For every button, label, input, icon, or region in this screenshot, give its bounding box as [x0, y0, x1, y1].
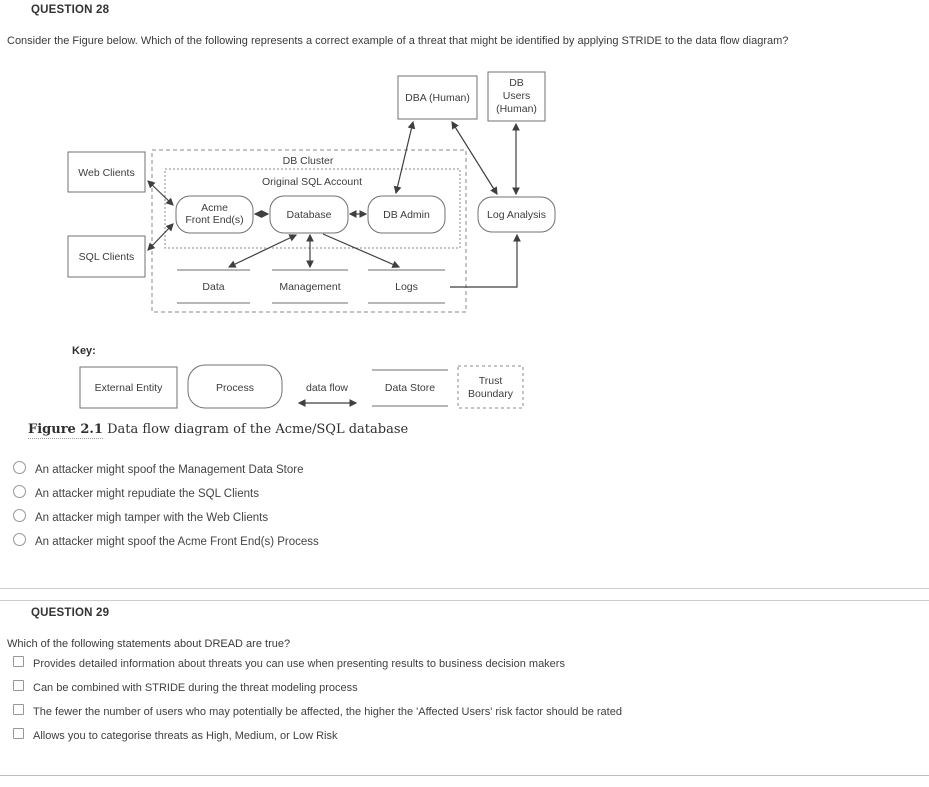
- q28-option-row[interactable]: [13, 485, 259, 500]
- q29-option-row[interactable]: [13, 728, 337, 742]
- node-db-users-label-1: DB: [509, 77, 524, 89]
- node-db-users-label-2: Users: [502, 90, 531, 102]
- flow-webclients-acme: [148, 181, 173, 205]
- radio-button[interactable]: [13, 485, 26, 498]
- question-29-header: QUESTION 29: [31, 607, 110, 619]
- section-divider: [0, 588, 929, 589]
- checkbox[interactable]: [13, 728, 24, 739]
- flow-database-logs: [323, 234, 399, 267]
- key-data-flow-label: data flow: [305, 382, 349, 394]
- store-logs-label: Logs: [395, 281, 418, 293]
- key-data-store-label: Data Store: [384, 382, 436, 394]
- question-28-prompt: Consider the Figure below. Which of the following represents a correct example of a threat that might be identified by applying STRIDE to the data flow diagram?: [7, 35, 789, 47]
- key-process-label: Process: [216, 382, 254, 394]
- checkbox[interactable]: [13, 680, 24, 691]
- node-web-clients-label: Web Clients: [78, 167, 135, 179]
- figure-caption: [28, 422, 408, 437]
- key-trust-boundary-shape: [458, 366, 523, 408]
- section-divider: [0, 775, 929, 776]
- node-log-analysis-label: Log Analysis: [487, 209, 546, 221]
- radio-button[interactable]: [13, 509, 26, 522]
- key-title: Key:: [72, 345, 96, 357]
- key-trust-boundary-label-1: Trust: [478, 375, 503, 387]
- q29-option-label[interactable]: The fewer the number of users who may potentially be affected, the higher the 'Affected Users' risk factor should be rated: [33, 706, 622, 718]
- radio-button[interactable]: [13, 461, 26, 474]
- flow-database-data: [229, 235, 296, 267]
- node-db-users-label-3: (Human): [496, 103, 537, 115]
- q29-option-label[interactable]: Provides detailed information about threats you can use when presenting results to business decision makers: [33, 658, 565, 670]
- node-sql-clients-label: SQL Clients: [78, 251, 135, 263]
- q28-option-label[interactable]: An attacker migh tamper with the Web Clients: [35, 512, 269, 524]
- figure-caption-label: Figure 2.1: [28, 422, 103, 437]
- q28-option-label[interactable]: An attacker might spoof the Acme Front End(s) Process: [35, 536, 319, 548]
- q28-option-label[interactable]: An attacker might repudiate the SQL Clients: [35, 488, 259, 500]
- q28-option-label[interactable]: An attacker might spoof the Management Data Store: [35, 464, 304, 476]
- radio-button[interactable]: [13, 533, 26, 546]
- store-data-label: Data: [202, 281, 225, 293]
- node-db-admin-label: DB Admin: [383, 209, 430, 221]
- q28-option-row[interactable]: [13, 533, 319, 548]
- q29-option-label[interactable]: Can be combined with STRIDE during the threat modeling process: [33, 682, 358, 694]
- data-flow-diagram: [0, 60, 600, 420]
- checkbox[interactable]: [13, 656, 24, 667]
- flow-dba-dbadmin: [396, 122, 413, 193]
- q28-option-row[interactable]: [13, 509, 268, 524]
- checkbox[interactable]: [13, 704, 24, 715]
- q29-option-row[interactable]: [13, 680, 358, 694]
- store-management-label: Management: [279, 281, 341, 293]
- flow-dba-loganalysis: [452, 122, 497, 194]
- q29-option-row[interactable]: [13, 656, 565, 670]
- q29-option-row[interactable]: [13, 704, 622, 718]
- question-29-prompt: Which of the following statements about DREAD are true?: [7, 638, 291, 650]
- trust-boundary-db-cluster-label: DB Cluster: [282, 155, 334, 167]
- node-acme-label-2: Front End(s): [185, 214, 244, 226]
- question-28-header: QUESTION 28: [31, 4, 110, 16]
- q28-option-row[interactable]: [13, 461, 303, 476]
- figure-caption-text: Data flow diagram of the Acme/SQL database: [102, 422, 409, 437]
- key-external-entity-label: External Entity: [94, 382, 163, 394]
- trust-boundary-original-sql-label: Original SQL Account: [262, 176, 362, 188]
- section-divider: [0, 600, 929, 601]
- q29-option-label[interactable]: Allows you to categorise threats as High, Medium, or Low Risk: [33, 730, 338, 742]
- node-acme-label-1: Acme: [201, 202, 228, 214]
- node-dba-label: DBA (Human): [405, 92, 470, 104]
- key-trust-boundary-label-2: Boundary: [468, 388, 513, 400]
- node-database-label: Database: [286, 209, 332, 221]
